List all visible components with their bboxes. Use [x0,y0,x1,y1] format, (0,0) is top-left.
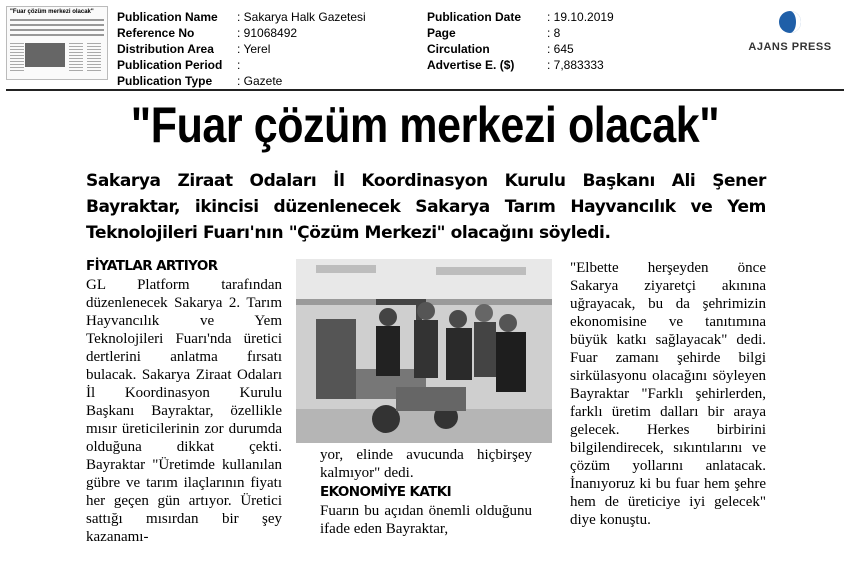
thumbnail-photo [25,43,65,67]
logo-text: AJANS PRESS [748,41,832,53]
article-headline: "Fuar çözüm merkezi olacak" [130,97,720,153]
photo-fair-visitors [296,259,552,443]
page-thumbnail [6,6,108,80]
meta-row-publication-type: Publication Type : Gazete [117,74,283,88]
subheading-fiyatlar-artiyor: FİYATLAR ARTIYOR [86,258,218,274]
column-2-text-continued: Fuarın bu açıdan önemli olduğunu ifade eden Bayraktar, [320,503,532,537]
publication-meta-right [427,9,614,73]
article-column-3 [570,259,766,574]
column-3-text: "Elbette herşeyden önce Sakarya ziyaretçi akınına uğrayacak, bu da şehrimizin ekonomisine ve tanıtımına büyük katkı sağlayacak" dedi. Fuar zamanı şehirde bilgi sirkülasyonu olacağını söyleyen Bayraktar "Farklı şehirlerden, farklı üretim dalları bir araya gelecek. Herkes birbirini bilgilendirecek, sıkıntılarını ve çözüm yollarını anlatacak. İnanıyoruz ki bu fuar hem şehre hem de üreticiye iyi gelecek" diye konuştu. [570,260,766,528]
article-column-2 [320,446,532,574]
article-lead: Sakarya Ziraat Odaları İl Koordinasyon Kurulu Başkanı Ali Şener Bayraktar, ikincisi düzenlenecek Sakarya Tarım Hayvancılık ve Yem Teknolojileri Fuarı'nın "Çözüm Merkezi" olacağını söyledi. [86,171,766,243]
meta-row-reference-no: Reference No : 91068492 [117,26,298,40]
thumbnail-headline: "Fuar çözüm merkezi olacak" [10,9,94,15]
meta-row-publication-period: Publication Period : [117,58,241,72]
publication-meta-left [117,9,366,89]
meta-row-circulation: Circulation : 645 [427,42,574,56]
subheading-ekonomiye-katki: EKONOMİYE KATKI [320,484,452,500]
ajans-press-logo [740,10,840,53]
meta-row-page: Page : 8 [427,26,561,40]
column-1-text: GL Platform tarafından düzenlenecek Sakarya 2. Tarım Hayvancılık ve Yem Teknolojileri Fuarı'nda üretici dertlerini anlatma fırsatı bulacak. Sakarya Ziraat Odaları İl Koordinasyon Kurulu Başkanı Bayraktar, özellikle mısır üreticilerinin zor durumda olduğuna dikkat çekti. Bayraktar "Üretimde kullanılan gübre ve tarım ilaçlarının fiyatı her geçen gün artıyor. Üretici sattığı mısırdan bir şey kazanamı- [86,277,282,545]
ajans-press-logo-icon [778,10,802,34]
column-2-text: yor, elinde avucunda hiçbirşey kalmıyor" dedi. [320,447,532,481]
meta-row-advertise-equivalent: Advertise E. ($) : 7,883333 [427,58,604,72]
article-photo [296,259,552,443]
article-column-1 [86,256,282,574]
meta-row-publication-date: Publication Date : 19.10.2019 [427,10,614,24]
header-divider [6,89,844,91]
meta-row-distribution-area: Distribution Area : Yerel [117,42,271,56]
meta-row-publication-name: Publication Name : Sakarya Halk Gazetesi [117,10,366,24]
